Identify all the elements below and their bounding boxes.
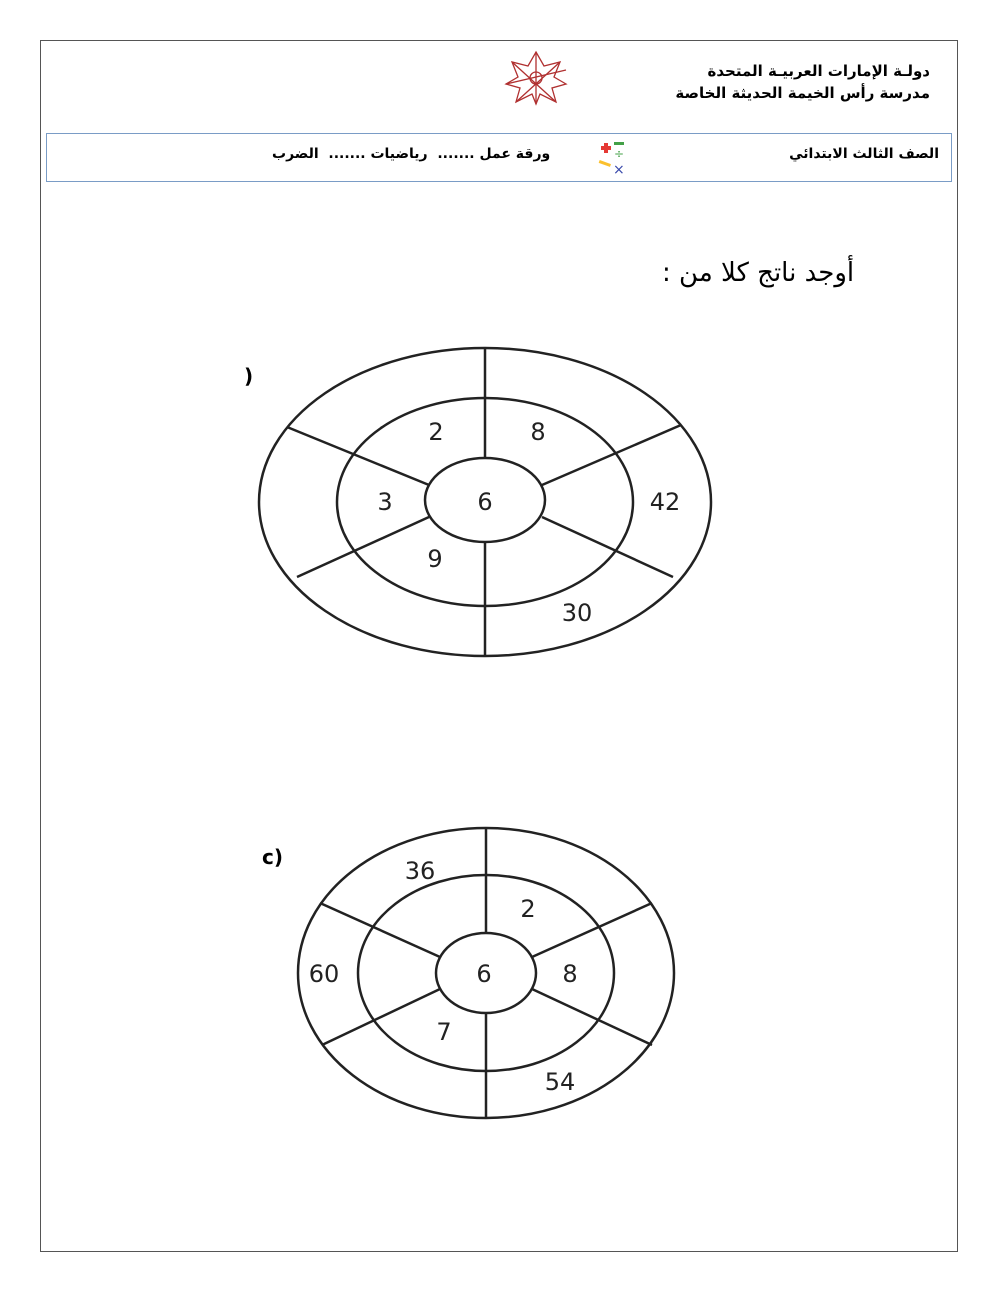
wheel-2-outer-left: 60 <box>308 960 340 988</box>
school-header <box>675 60 930 104</box>
svg-text:÷: ÷ <box>614 147 625 161</box>
school-name: مدرسة رأس الخيمة الحديثة الخاصة <box>675 84 930 102</box>
wheel-1-spoke <box>297 517 429 577</box>
wheel-2-spoke <box>532 903 652 957</box>
svg-text:×: × <box>613 162 625 176</box>
multiplication-wheel-1 <box>255 345 720 660</box>
country-name: دولـة الإمارات العربيـة المتحدة <box>707 62 930 80</box>
multiplication-wheel-2 <box>292 825 682 1123</box>
wheel-2-spoke <box>320 903 440 957</box>
wheel-2-outer-top-left: 36 <box>404 857 436 885</box>
wheel-2-inner-top-right: 2 <box>520 895 536 923</box>
wheel-1-spoke <box>542 425 681 485</box>
wheel-2-label: c) <box>262 845 283 869</box>
info-bar <box>46 133 952 182</box>
instruction-text: أوجد ناتج كلا من : <box>662 258 855 288</box>
grade-label: الصف الثالث الابتدائي <box>789 146 939 162</box>
wheel-2-spoke <box>322 989 440 1045</box>
wheel-2-inner-right: 8 <box>562 960 578 988</box>
wheel-1-inner-left: 3 <box>377 488 393 516</box>
school-logo-icon <box>500 48 572 106</box>
wheel-1-inner-bottom-left: 9 <box>427 545 443 573</box>
wheel-2-outer-bottom-right: 54 <box>544 1068 576 1096</box>
wheel-2-center-value: 6 <box>476 960 492 988</box>
wheel-1-spoke <box>542 517 673 577</box>
wheel-1-spoke <box>287 427 429 485</box>
wheel-1-outer-right: 42 <box>649 488 681 516</box>
wheel-1-inner-top-left: 2 <box>428 418 444 446</box>
wheel-1-center-value: 6 <box>477 488 493 516</box>
wheel-1-outer-bottom-right: 30 <box>561 599 593 627</box>
wheel-1-inner-top-right: 8 <box>530 418 546 446</box>
wheel-2-spoke <box>532 989 652 1045</box>
wheel-1-label: ) <box>244 364 254 388</box>
math-symbols-icon <box>595 138 629 176</box>
worksheet-title: ورقة عمل ....... رياضيات ....... الضرب <box>272 146 551 162</box>
wheel-2-inner-bottom-left: 7 <box>436 1018 452 1046</box>
